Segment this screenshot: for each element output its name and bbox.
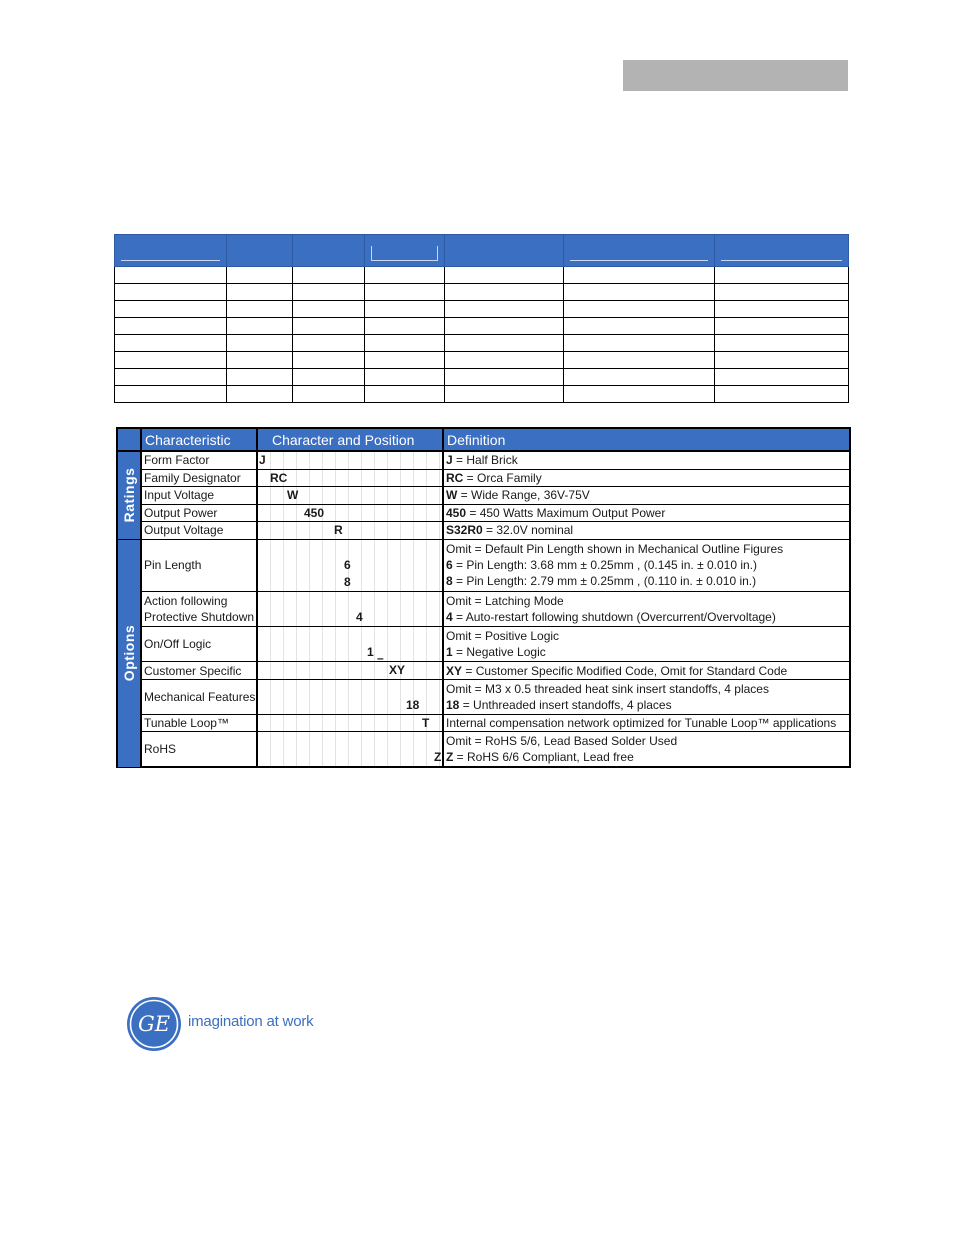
position-cell	[257, 662, 443, 680]
table-cell	[293, 301, 365, 318]
definition-code: 6	[446, 558, 453, 573]
table-row	[115, 352, 849, 369]
position-code: 4	[356, 610, 363, 625]
table-row	[117, 487, 850, 505]
position-cell	[257, 732, 443, 767]
table-cell	[115, 335, 227, 352]
table-cell	[564, 335, 715, 352]
definition-line	[446, 715, 849, 731]
table-cell	[564, 301, 715, 318]
position-code: 6	[344, 557, 351, 572]
definition-cell	[443, 679, 850, 714]
ordering-table	[114, 234, 849, 403]
characteristic-cell	[141, 504, 257, 522]
characteristic-cell	[141, 592, 257, 627]
definition-line	[446, 573, 849, 589]
definition-text: = RoHS 6/6 Compliant, Lead free	[453, 750, 634, 765]
characteristic-label: Form Factor	[144, 453, 210, 468]
characteristic-label: RoHS	[144, 742, 177, 757]
logo-mark-text: GE	[137, 1012, 171, 1036]
table-cell	[564, 352, 715, 369]
characteristic-label: On/Off Logic	[144, 637, 212, 652]
definition-code: Z	[446, 750, 454, 765]
characteristic-cell	[141, 487, 257, 505]
table-cell	[715, 369, 849, 386]
header-cell	[365, 235, 445, 267]
table-row	[115, 335, 849, 352]
definition-text: = Orca Family	[463, 470, 542, 485]
characteristic-label: Output Power	[144, 505, 218, 520]
characteristic-label: Tunable Loop™	[144, 716, 229, 731]
table-cell	[115, 284, 227, 301]
table-cell	[365, 386, 445, 403]
definition-text: Omit = Default Pin Length shown in Mechanical Outline Figures	[446, 542, 784, 557]
definition-line	[446, 609, 849, 625]
corner-cell	[117, 428, 141, 451]
table-cell	[293, 335, 365, 352]
definition-text: = Wide Range, 36V-75V	[457, 488, 590, 503]
table-cell	[365, 284, 445, 301]
definition-line	[446, 541, 849, 557]
definition-line	[446, 681, 849, 697]
position-code: 450	[304, 505, 325, 520]
table-cell	[115, 267, 227, 284]
position-cell	[257, 539, 443, 592]
header-definition: Definition	[443, 428, 850, 451]
group-options	[117, 539, 141, 767]
definition-code: 8	[446, 574, 453, 589]
definition-line	[446, 644, 849, 660]
position-code: XY	[389, 663, 406, 678]
table-cell	[227, 335, 293, 352]
definition-line	[446, 505, 849, 521]
definition-text: Omit = RoHS 5/6, Lead Based Solder Used	[446, 734, 678, 749]
table-cell	[293, 318, 365, 335]
table-cell	[715, 335, 849, 352]
table-row	[117, 627, 850, 662]
definition-cell	[443, 504, 850, 522]
characteristic-cell	[141, 714, 257, 732]
definition-line	[446, 593, 849, 609]
position-code: Z	[434, 750, 442, 765]
table-cell	[445, 301, 564, 318]
header-cell	[715, 235, 849, 267]
table-row	[117, 662, 850, 680]
definition-cell	[443, 592, 850, 627]
table-row	[117, 522, 850, 540]
table-cell	[445, 369, 564, 386]
table-cell	[715, 318, 849, 335]
definition-code: S32R0	[446, 523, 483, 538]
position-cell	[257, 469, 443, 487]
table-cell	[293, 386, 365, 403]
table-row	[117, 469, 850, 487]
part-code-table	[116, 427, 851, 768]
header-position: Character and Position	[257, 428, 443, 451]
position-code: R	[334, 523, 343, 538]
position-cell	[257, 487, 443, 505]
definition-line	[446, 522, 849, 538]
characteristic-cell	[141, 451, 257, 469]
characteristic-cell	[141, 522, 257, 540]
definition-text: = Negative Logic	[452, 645, 546, 660]
table-cell	[365, 352, 445, 369]
position-cell	[257, 451, 443, 469]
table-cell	[115, 318, 227, 335]
position-cell	[257, 679, 443, 714]
table-cell	[564, 386, 715, 403]
position-cell	[257, 592, 443, 627]
position-cell	[257, 714, 443, 732]
table-row	[117, 732, 850, 767]
definition-code: W	[446, 488, 458, 503]
table-row	[115, 301, 849, 318]
characteristic-cell	[141, 539, 257, 592]
characteristic-label: Output Voltage	[144, 523, 224, 538]
header-cell	[445, 235, 564, 267]
table-cell	[365, 335, 445, 352]
definition-cell	[443, 627, 850, 662]
definition-cell	[443, 487, 850, 505]
position-code: T	[422, 715, 430, 730]
definition-line	[446, 628, 849, 644]
table-cell	[227, 369, 293, 386]
definition-text: = 32.0V nominal	[482, 523, 574, 538]
definition-line	[446, 470, 849, 486]
table-cell	[293, 352, 365, 369]
logo-tagline: imagination at work	[188, 1013, 314, 1030]
definition-line	[446, 663, 849, 679]
characteristic-cell	[141, 679, 257, 714]
table-cell	[365, 301, 445, 318]
definition-text: Internal compensation network optimized for Tunable Loop™ applications	[446, 716, 837, 731]
group-label: Options	[121, 624, 137, 682]
definition-text: Omit = M3 x 0.5 threaded heat sink insert standoffs, 4 places	[446, 681, 769, 696]
ge-logo-icon	[126, 996, 182, 1052]
table-cell	[227, 318, 293, 335]
table-cell	[445, 335, 564, 352]
definition-line	[446, 452, 849, 468]
characteristic-label: Mechanical Features	[144, 689, 256, 704]
table-cell	[227, 267, 293, 284]
table-row	[117, 451, 850, 469]
characteristic-label: Action following	[144, 594, 228, 609]
definition-text: = Pin Length: 3.68 mm ± 0.25mm , (0.145 in. ± 0.010 in.)	[452, 558, 758, 573]
definition-cell	[443, 469, 850, 487]
header-cell	[564, 235, 715, 267]
table-row	[117, 504, 850, 522]
table-cell	[715, 386, 849, 403]
header-bar	[623, 60, 848, 91]
table-cell	[715, 284, 849, 301]
table-cell	[564, 369, 715, 386]
table-cell	[227, 284, 293, 301]
definition-code: 450	[446, 505, 467, 520]
position-code: 8	[344, 574, 351, 589]
definition-text: = 450 Watts Maximum Output Power	[466, 505, 666, 520]
header-cell	[293, 235, 365, 267]
table-cell	[715, 267, 849, 284]
header-characteristic: Characteristic	[141, 428, 257, 451]
definition-code: XY	[446, 663, 463, 678]
characteristic-cell	[141, 662, 257, 680]
table-cell	[293, 267, 365, 284]
position-cell	[257, 627, 443, 662]
table-cell	[445, 284, 564, 301]
definition-text: Omit = Positive Logic	[446, 629, 560, 644]
characteristic-label: Customer Specific	[144, 663, 242, 678]
definition-code: 1	[446, 645, 453, 660]
table-row	[117, 592, 850, 627]
definition-code: J	[446, 453, 453, 468]
definition-line	[446, 733, 849, 749]
table-cell	[115, 301, 227, 318]
table-row	[115, 318, 849, 335]
table-cell	[293, 369, 365, 386]
definition-cell	[443, 522, 850, 540]
table-row	[115, 267, 849, 284]
definition-cell	[443, 451, 850, 469]
definition-text: Omit = Latching Mode	[446, 594, 564, 609]
definition-line	[446, 557, 849, 573]
table-cell	[293, 284, 365, 301]
table-cell	[365, 318, 445, 335]
definition-code: RC	[446, 470, 464, 485]
definition-line	[446, 749, 849, 765]
position-code: J	[259, 453, 266, 467]
table-cell	[445, 352, 564, 369]
characteristic-label-line2: Protective Shutdown	[144, 610, 255, 625]
header-cell	[227, 235, 293, 267]
table-row	[117, 679, 850, 714]
table-cell	[227, 386, 293, 403]
definition-text: = Unthreaded insert standoffs, 4 places	[459, 697, 672, 712]
separator-dash: –	[377, 651, 384, 662]
table-cell	[115, 369, 227, 386]
position-cell	[257, 504, 443, 522]
header-cell	[115, 235, 227, 267]
definition-code: 4	[446, 610, 453, 625]
definition-line	[446, 487, 849, 503]
table-cell	[365, 267, 445, 284]
table-cell	[227, 352, 293, 369]
definition-cell	[443, 662, 850, 680]
table-cell	[445, 318, 564, 335]
definition-text: = Pin Length: 2.79 mm ± 0.25mm , (0.110 in. ± 0.010 in.)	[452, 574, 757, 589]
table-cell	[227, 301, 293, 318]
table-cell	[564, 267, 715, 284]
position-cell	[257, 522, 443, 540]
table-row	[117, 539, 850, 592]
table-cell	[115, 386, 227, 403]
position-code: 18	[406, 697, 420, 712]
table-cell	[564, 284, 715, 301]
table-cell	[445, 267, 564, 284]
definition-cell	[443, 539, 850, 592]
table-row	[115, 369, 849, 386]
table-cell	[365, 369, 445, 386]
definition-text: = Auto-restart following shutdown (Overcurrent/Overvoltage)	[452, 610, 776, 625]
position-code: RC	[270, 470, 288, 485]
group-label: Ratings	[121, 467, 137, 523]
table-row	[117, 714, 850, 732]
characteristic-label: Input Voltage	[144, 488, 215, 503]
table-cell	[564, 318, 715, 335]
characteristic-label: Family Designator	[144, 470, 241, 485]
table-cell	[115, 352, 227, 369]
characteristic-cell	[141, 627, 257, 662]
table-cell	[445, 386, 564, 403]
group-ratings	[117, 451, 141, 539]
characteristic-label: Pin Length	[144, 558, 202, 573]
definition-code: 18	[446, 697, 460, 712]
table-row	[115, 284, 849, 301]
table-cell	[715, 352, 849, 369]
definition-cell	[443, 732, 850, 767]
table-cell	[715, 301, 849, 318]
definition-text: = Customer Specific Modified Code, Omit for Standard Code	[462, 663, 788, 678]
definition-line	[446, 697, 849, 713]
characteristic-cell	[141, 732, 257, 767]
definition-cell	[443, 714, 850, 732]
ordering-table-header	[115, 235, 849, 267]
characteristic-cell	[141, 469, 257, 487]
position-code: 1	[367, 645, 374, 660]
table-row	[115, 386, 849, 403]
position-code: W	[287, 488, 299, 503]
definition-text: = Half Brick	[452, 453, 518, 468]
